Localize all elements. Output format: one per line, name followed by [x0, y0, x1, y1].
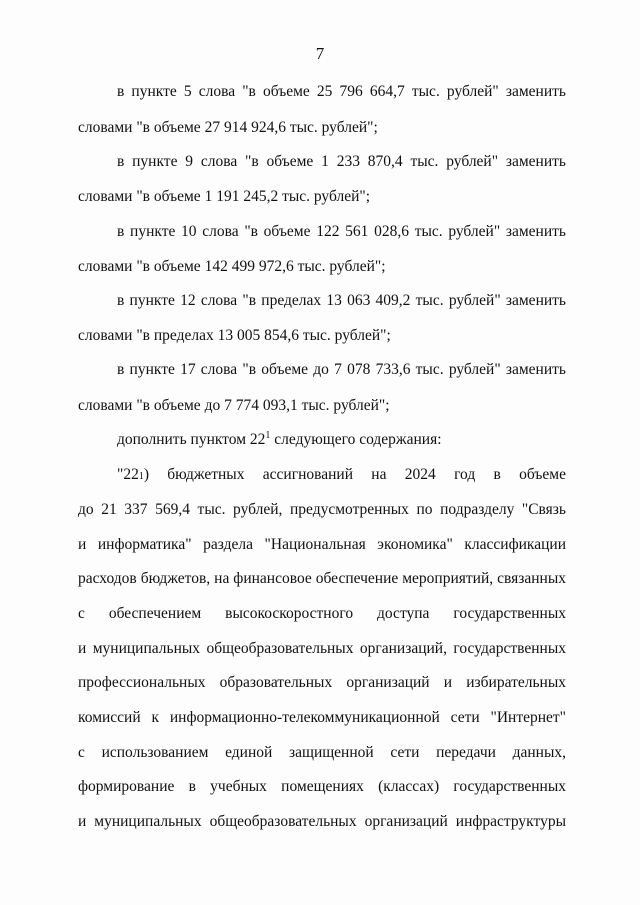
text-line: формирование в учебных помещениях (классах) государственных: [78, 778, 566, 795]
text-line: в пункте 17 слова "в объеме до 7 078 733,6 тыс. рублей" заменить: [117, 361, 566, 378]
text-line: с использованием единой защищенной сети передачи данных,: [78, 744, 566, 761]
text-line: и муниципальных общеобразовательных организаций инфраструктуры: [78, 813, 566, 830]
text-line: словами "в объеме 1 191 245,2 тыс. рублей";: [78, 188, 371, 205]
text-line: словами "в пределах 13 005 854,6 тыс. рублей";: [78, 327, 391, 344]
clause-first-line: "22 1 ) бюджетных ассигнований на 2024 год в объеме: [117, 466, 566, 483]
page-number: 7: [315, 44, 325, 63]
text-line: в пункте 9 слова "в объеме 1 233 870,4 тыс. рублей" заменить: [117, 153, 566, 170]
text-line: словами "в объеме до 7 774 093,1 тыс. рублей";: [78, 397, 390, 414]
superscript: 1: [265, 430, 271, 441]
clause-text: ) бюджетных ассигнований на 2024 год в объеме: [143, 466, 566, 483]
supplement-text-end: следующего содержания:: [270, 431, 442, 448]
supplement-line: [117, 430, 442, 450]
supplement-text: дополнить пунктом 22: [117, 431, 266, 448]
text-line: в пункте 12 слова "в пределах 13 063 409,2 тыс. рублей" заменить: [117, 292, 566, 309]
text-line: до 21 337 569,4 тыс. рублей, предусмотренных по подразделу "Связь: [78, 501, 566, 518]
text-line: профессиональных образовательных организаций и избирательных: [78, 674, 566, 691]
text-line: в пункте 5 слова "в объеме 25 796 664,7 тыс. рублей" заменить: [117, 83, 566, 100]
text-line: и информатика" раздела "Национальная экономика" классификации: [78, 536, 566, 553]
text-line: словами "в объеме 27 914 924,6 тыс. рублей";: [78, 119, 378, 136]
text-line: расходов бюджетов, на финансовое обеспечение мероприятий, связанных: [78, 570, 566, 587]
text-line: в пункте 10 слова "в объеме 122 561 028,6 тыс. рублей" заменить: [117, 223, 566, 240]
clause-open: "22: [117, 466, 139, 483]
text-line: и муниципальных общеобразовательных организаций, государственных: [78, 640, 566, 657]
text-line: словами "в объеме 142 499 972,6 тыс. рублей";: [78, 258, 386, 275]
text-line: с обеспечением высокоскоростного доступа государственных: [78, 605, 566, 622]
text-line: комиссий к информационно-телекоммуникационной сети "Интернет": [78, 709, 566, 726]
